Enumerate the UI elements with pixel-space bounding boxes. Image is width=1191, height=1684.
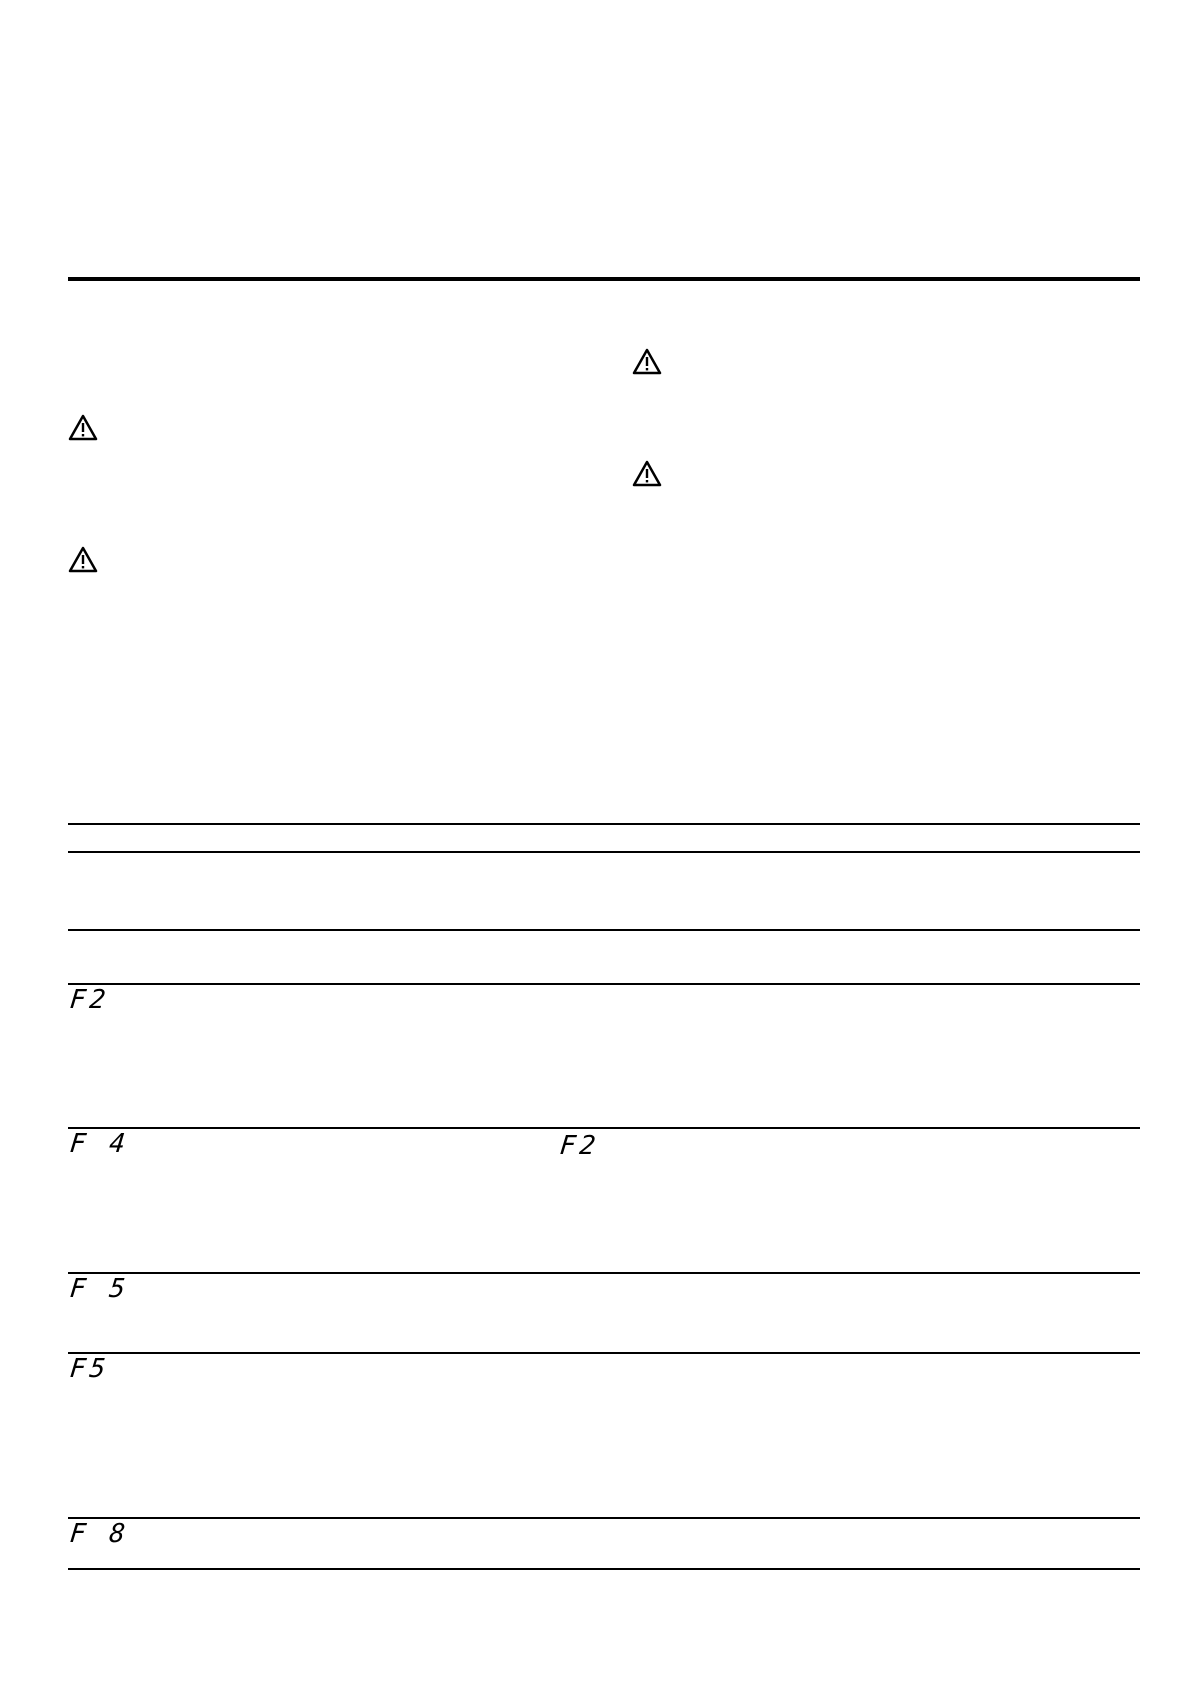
section-divider [68, 277, 1140, 281]
table-header-rule [68, 851, 1140, 853]
table-row-divider [68, 1517, 1140, 1519]
fault-code: F 8 [68, 1519, 131, 1549]
table-row-divider [68, 983, 1140, 985]
warning-triangle-icon [68, 414, 98, 441]
fault-code: F 4 [68, 1129, 131, 1159]
table-bottom-rule [68, 1568, 1140, 1570]
fault-code: F 5 [68, 1274, 131, 1304]
warning-triangle-icon [632, 348, 662, 375]
table-row-divider [68, 1352, 1140, 1354]
fault-code-reference: F2 [558, 1131, 601, 1161]
fault-code: F5 [68, 1354, 111, 1384]
warning-triangle-icon [68, 546, 98, 573]
fault-code: F2 [68, 985, 111, 1015]
table-top-rule [68, 823, 1140, 825]
table-row-divider [68, 929, 1140, 931]
table-row-divider [68, 1272, 1140, 1274]
warning-triangle-icon [632, 460, 662, 487]
table-row-divider [68, 1127, 1140, 1129]
